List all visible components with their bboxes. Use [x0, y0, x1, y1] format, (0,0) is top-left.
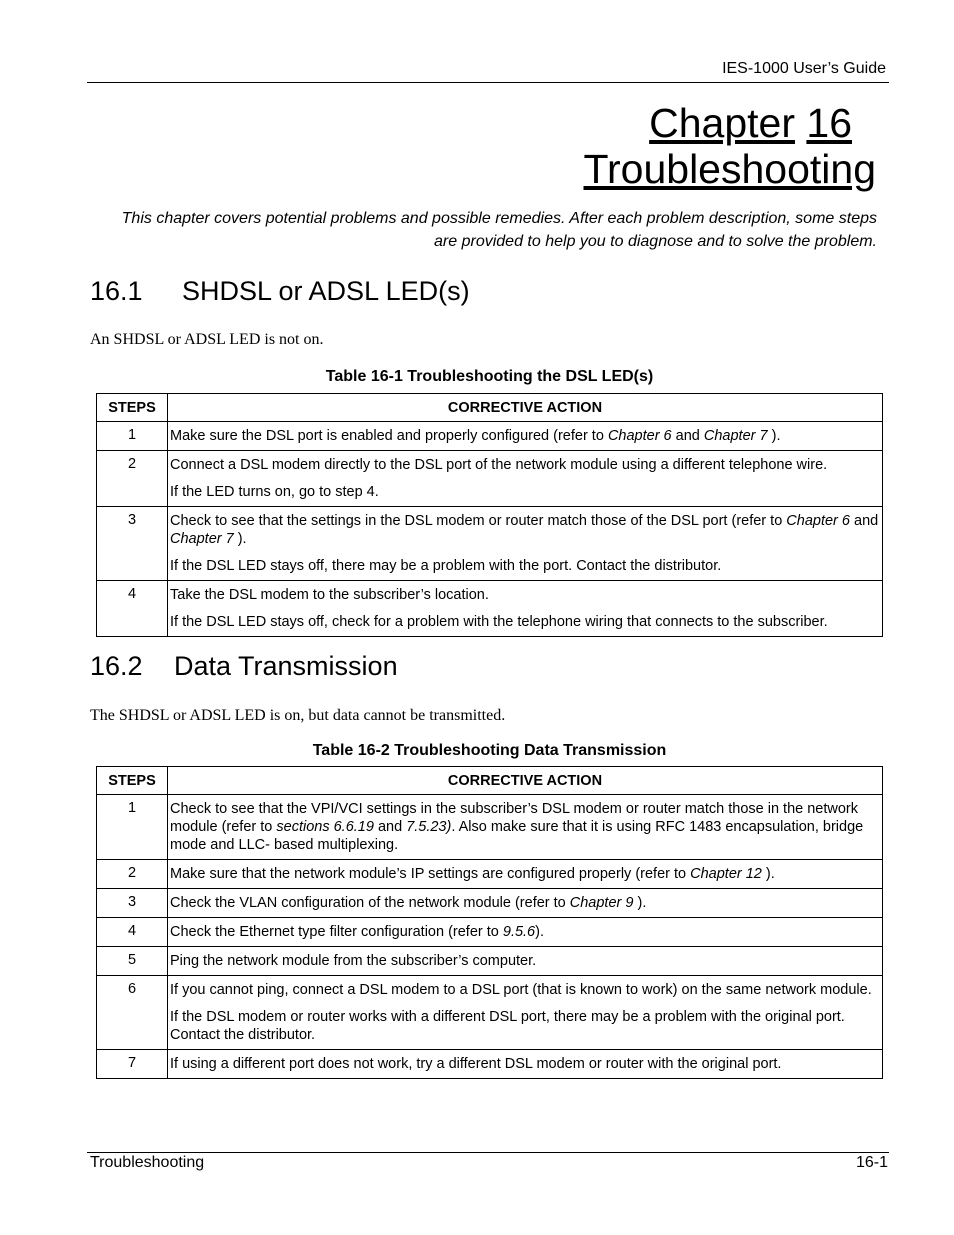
table-row	[97, 795, 883, 860]
column-header-steps: STEPS	[97, 767, 168, 795]
running-header-title: IES-1000 User’s Guide	[722, 60, 886, 77]
action-text: . Also make sure that it is using RFC 1483 encapsulation, bridge mode and LLC- based multiplexing.	[170, 819, 864, 853]
action-paragraph: If the DSL LED stays off, there may be a problem with the port. Contact the distributor.	[170, 558, 722, 574]
action-paragraph: If the DSL LED stays off, check for a problem with the telephone wiring that connects to the subscriber.	[170, 614, 828, 630]
table-header-row	[97, 767, 883, 795]
corrective-action	[168, 947, 883, 976]
section-reference: 7.5.23)	[406, 819, 452, 835]
section-heading-16-2	[90, 651, 398, 682]
chapter-reference: Chapter 9	[569, 895, 638, 911]
table-row	[97, 947, 883, 976]
corrective-action	[168, 918, 883, 947]
action-text: Check to see that the VPI/VCI settings in the subscriber’s DSL modem or router match those in the network module (refer to	[170, 801, 859, 835]
action-paragraph	[170, 800, 880, 854]
section-number: 16.2	[90, 651, 143, 681]
section-heading-16-1	[90, 276, 470, 307]
column-header-steps: STEPS	[97, 394, 168, 422]
step-number: 4	[97, 918, 168, 947]
action-text: ).	[237, 531, 247, 547]
action-paragraph: Connect a DSL modem directly to the DSL port of the network module using a different telephone wire.	[170, 457, 828, 473]
action-text: ).	[535, 924, 544, 940]
action-paragraph	[170, 512, 880, 548]
chapter-name: Troubleshooting	[583, 146, 876, 192]
action-text: Check to see that the settings in the DSL modem or router match those of the DSL port (refer to	[170, 513, 787, 529]
chapter-reference: Chapter 12	[690, 866, 766, 882]
action-text: Make sure the DSL port is enabled and properly configured (refer to	[170, 428, 608, 444]
step-number: 7	[97, 1050, 168, 1079]
chapter-number-line	[583, 100, 876, 146]
action-paragraph: Take the DSL modem to the subscriber’s location.	[170, 587, 489, 603]
step-number: 2	[97, 451, 168, 507]
action-paragraph	[170, 923, 880, 941]
table-row	[97, 581, 883, 637]
chapter-reference: Chapter 7	[703, 428, 772, 444]
table-caption: Table 16-2 Troubleshooting Data Transmission	[312, 742, 667, 759]
action-text: ).	[765, 866, 775, 882]
action-paragraph: If using a different port does not work, try a different DSL modem or router with the original port.	[170, 1056, 782, 1072]
step-number: 4	[97, 581, 168, 637]
column-header-action: CORRECTIVE ACTION	[168, 394, 883, 422]
table-row	[97, 1050, 883, 1079]
table-row	[97, 918, 883, 947]
section-problem-text: An SHDSL or ADSL LED is not on.	[90, 331, 324, 348]
corrective-action	[168, 507, 883, 581]
chapter-title	[583, 100, 876, 192]
step-number: 3	[97, 507, 168, 581]
table-row	[97, 422, 883, 451]
action-paragraph	[170, 894, 880, 912]
action-text: and	[373, 819, 407, 835]
table-header-row	[97, 394, 883, 422]
table-caption: Table 16-1 Troubleshooting the DSL LED(s)	[325, 368, 654, 385]
section-reference: 9.5.6	[502, 924, 536, 940]
troubleshooting-table-led	[96, 393, 883, 637]
action-text: Check the VLAN configuration of the network module (refer to	[170, 895, 570, 911]
step-number: 6	[97, 976, 168, 1050]
chapter-reference: Chapter 7	[170, 531, 238, 547]
action-paragraph	[170, 865, 880, 883]
action-paragraph: If you cannot ping, connect a DSL modem to a DSL port (that is known to work) on the same network module.	[170, 982, 872, 998]
step-number: 1	[97, 422, 168, 451]
step-number: 3	[97, 889, 168, 918]
section-problem-text: The SHDSL or ADSL LED is on, but data cannot be transmitted.	[90, 707, 506, 724]
action-paragraph: If the LED turns on, go to step 4.	[170, 484, 379, 500]
page-number: 16-1	[855, 1154, 888, 1171]
chapter-reference: Chapter 6	[786, 513, 855, 529]
section-title: Data Transmission	[174, 651, 398, 681]
section-number: 16.1	[90, 276, 143, 306]
step-number: 2	[97, 860, 168, 889]
chapter-number: 16	[806, 100, 852, 146]
corrective-action	[168, 451, 883, 507]
column-header-action: CORRECTIVE ACTION	[168, 767, 883, 795]
action-text: ).	[637, 895, 647, 911]
corrective-action	[168, 976, 883, 1050]
table-row	[97, 976, 883, 1050]
action-paragraph: If the DSL modem or router works with a different DSL port, there may be a problem with the original port. Contact the distributor.	[170, 1009, 845, 1043]
action-paragraph: Ping the network module from the subscriber’s computer.	[170, 953, 537, 969]
chapter-intro: This chapter covers potential problems and possible remedies. After each problem description, some steps are provided to help you to diagnose and to solve the problem.	[121, 210, 877, 250]
action-text: ).	[771, 428, 781, 444]
section-reference: sections 6.6.19	[276, 819, 374, 835]
action-text: Make sure that the network module’s IP settings are configured properly (refer to	[170, 866, 691, 882]
footer-rule	[87, 1152, 889, 1153]
table-row	[97, 451, 883, 507]
footer-section-name: Troubleshooting	[90, 1154, 205, 1171]
action-text: Check the Ethernet type filter configuration (refer to	[170, 924, 503, 940]
corrective-action	[168, 1050, 883, 1079]
corrective-action	[168, 795, 883, 860]
chapter-label: Chapter	[649, 100, 795, 146]
table-row	[97, 889, 883, 918]
corrective-action	[168, 581, 883, 637]
corrective-action	[168, 860, 883, 889]
table-row	[97, 860, 883, 889]
action-text: and	[854, 513, 879, 529]
troubleshooting-table-data	[96, 766, 883, 1079]
action-paragraph	[170, 427, 880, 445]
table-row	[97, 507, 883, 581]
step-number: 5	[97, 947, 168, 976]
action-text: and	[675, 428, 704, 444]
header-rule	[87, 82, 889, 83]
step-number: 1	[97, 795, 168, 860]
corrective-action	[168, 422, 883, 451]
section-title: SHDSL or ADSL LED(s)	[182, 276, 470, 306]
corrective-action	[168, 889, 883, 918]
chapter-reference: Chapter 6	[607, 428, 676, 444]
